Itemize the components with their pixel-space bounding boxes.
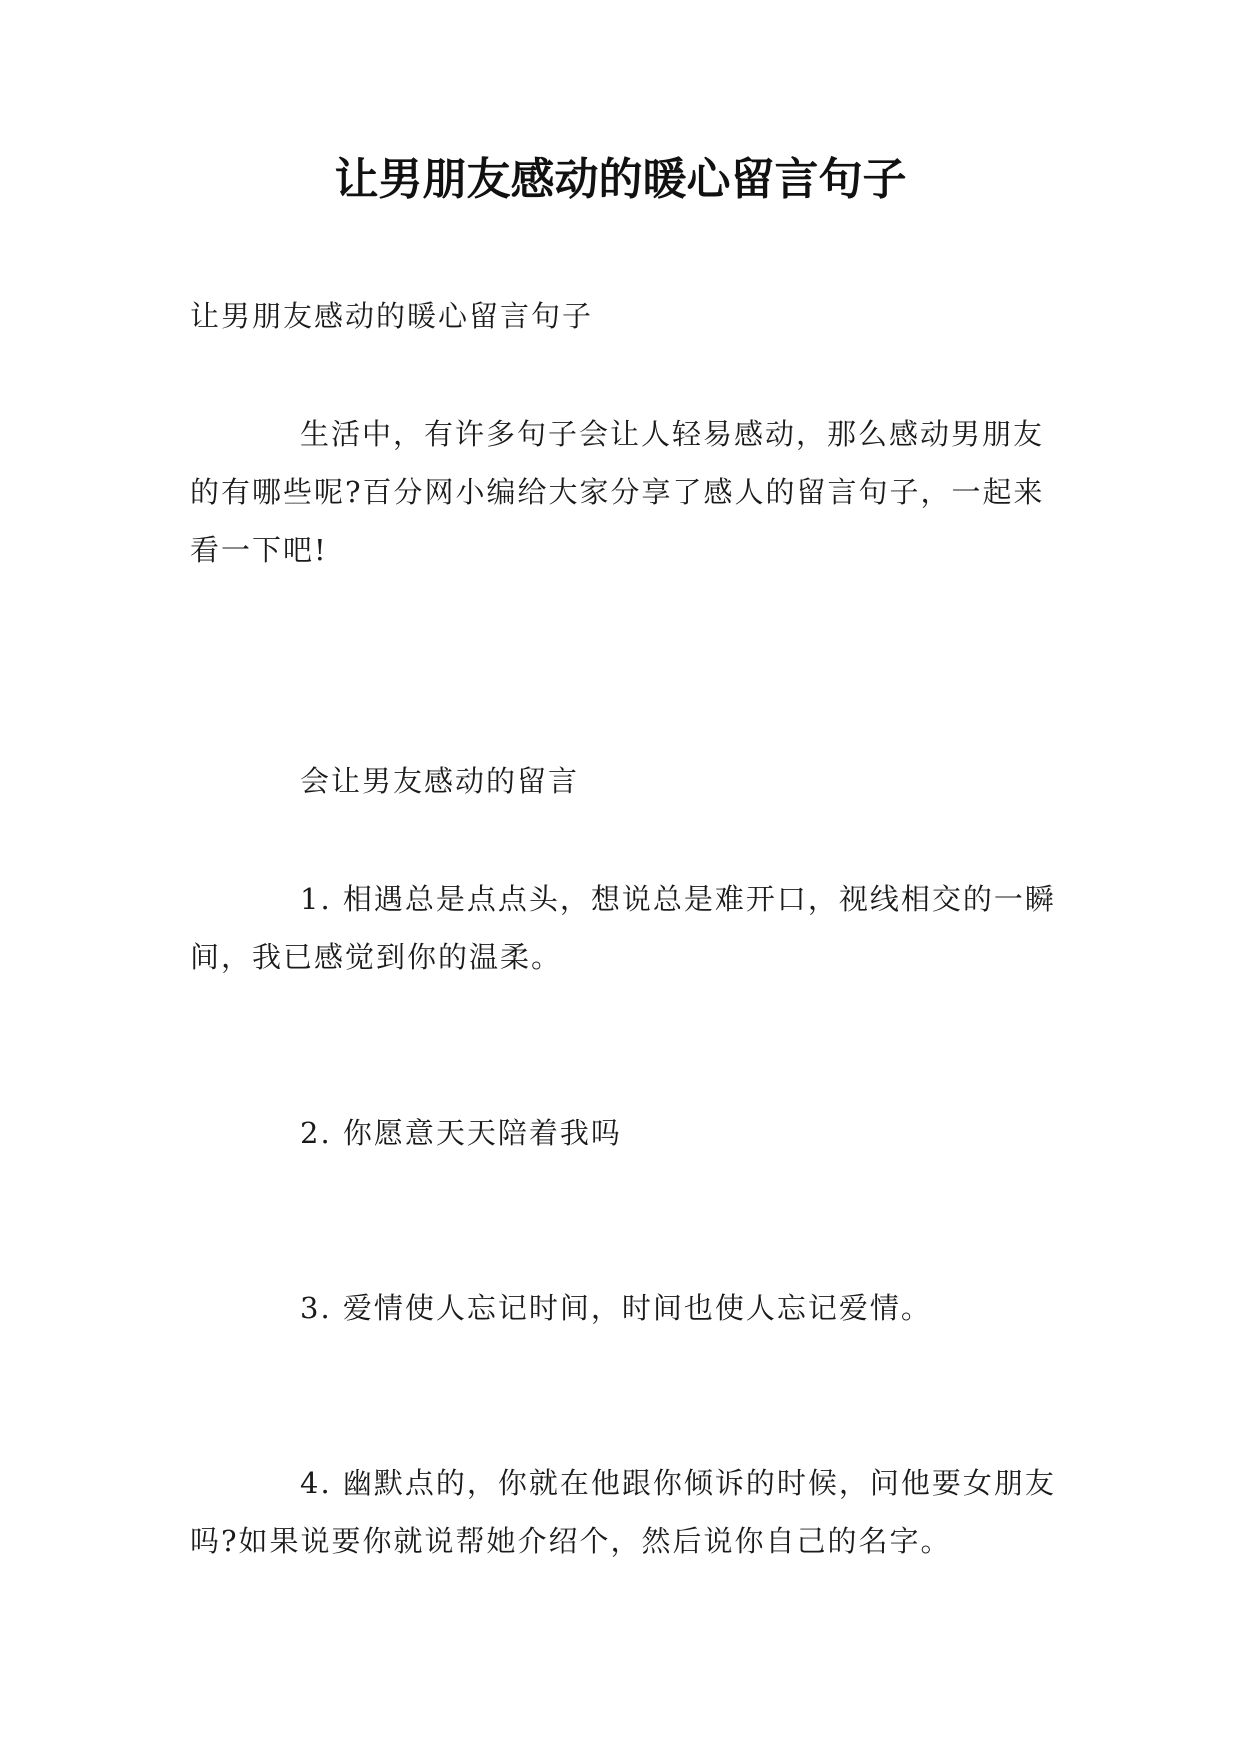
intro-paragraph: 生活中，有许多句子会让人轻易感动，那么感动男朋友的有哪些呢?百分网小编给大家分享了感人的留言句子，一起来看一下吧! — [190, 417, 1045, 567]
list-item: 1. 相遇总是点点头，想说总是难开口，视线相交的一瞬间，我已感觉到你的温柔。 — [190, 882, 1056, 974]
list-item: 4. 幽默点的，你就在他跟你倾诉的时候，问他要女朋友吗?如果说要你就说帮她介绍个，然后说你自己的名字。 — [190, 1466, 1056, 1558]
list-item: 3. 爱情使人忘记时间，时间也使人忘记爱情。 — [300, 1291, 932, 1325]
section-heading: 会让男友感动的留言 — [300, 764, 580, 798]
document-subtitle: 让男朋友感动的暖心留言句子 — [190, 299, 594, 333]
document-title: 让男朋友感动的暖心留言句子 — [334, 154, 907, 205]
list-item: 2. 你愿意天天陪着我吗 — [300, 1116, 622, 1150]
